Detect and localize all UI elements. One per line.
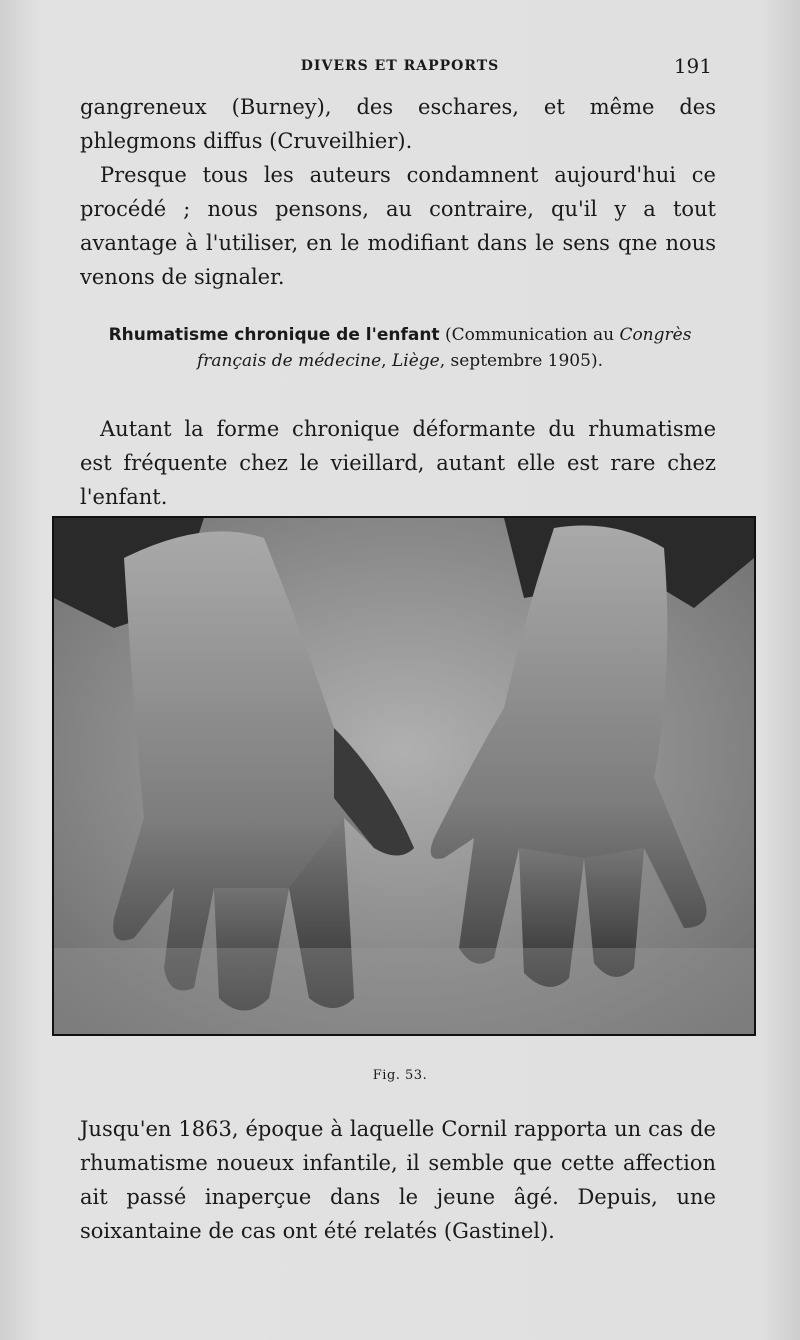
paragraph-1: gangreneux (Burney), des eschares, et même des phlegmons diffus (Cruveilhier). <box>80 95 716 153</box>
page-number: 191 <box>673 54 712 78</box>
section-note-part2: , <box>381 351 392 371</box>
paragraph-4: Jusqu'en 1863, époque à laquelle Cornil rapporta un cas de rhumatisme noueux infantile, il semble que cette affection ait passé inaperçue dans le jeune âgé. Depuis, une soixantaine de cas ont été relatés (Gastinel). <box>80 1117 716 1243</box>
section-note-part1: (Communication au <box>439 325 620 345</box>
section-note-city: Liège <box>391 351 440 371</box>
figure-caption: Fig. 53. <box>372 1068 428 1083</box>
running-title: DIVERS ET RAPPORTS <box>300 58 500 74</box>
section-title: Rhumatisme chronique de l'enfant <box>108 325 440 345</box>
paragraph-2: Presque tous les auteurs condamnent aujourd'hui ce procédé ; nous pensons, au contraire, qu'il y a tout avantage à l'utiliser, en le modifiant dans le sens qne nous venons de signaler. <box>80 163 716 289</box>
section-note-congress: Congrès français de médecine <box>197 325 692 371</box>
section-note-part3: , septembre 1905). <box>439 351 603 371</box>
figure-photo-hands <box>52 516 756 1036</box>
paragraph-3: Autant la forme chronique déformante du rhumatisme est fréquente chez le vieillard, autant elle est rare chez l'enfant. <box>80 417 716 509</box>
section-heading <box>80 322 720 374</box>
running-head <box>80 54 720 82</box>
hands-photo-illustration <box>54 518 754 1034</box>
